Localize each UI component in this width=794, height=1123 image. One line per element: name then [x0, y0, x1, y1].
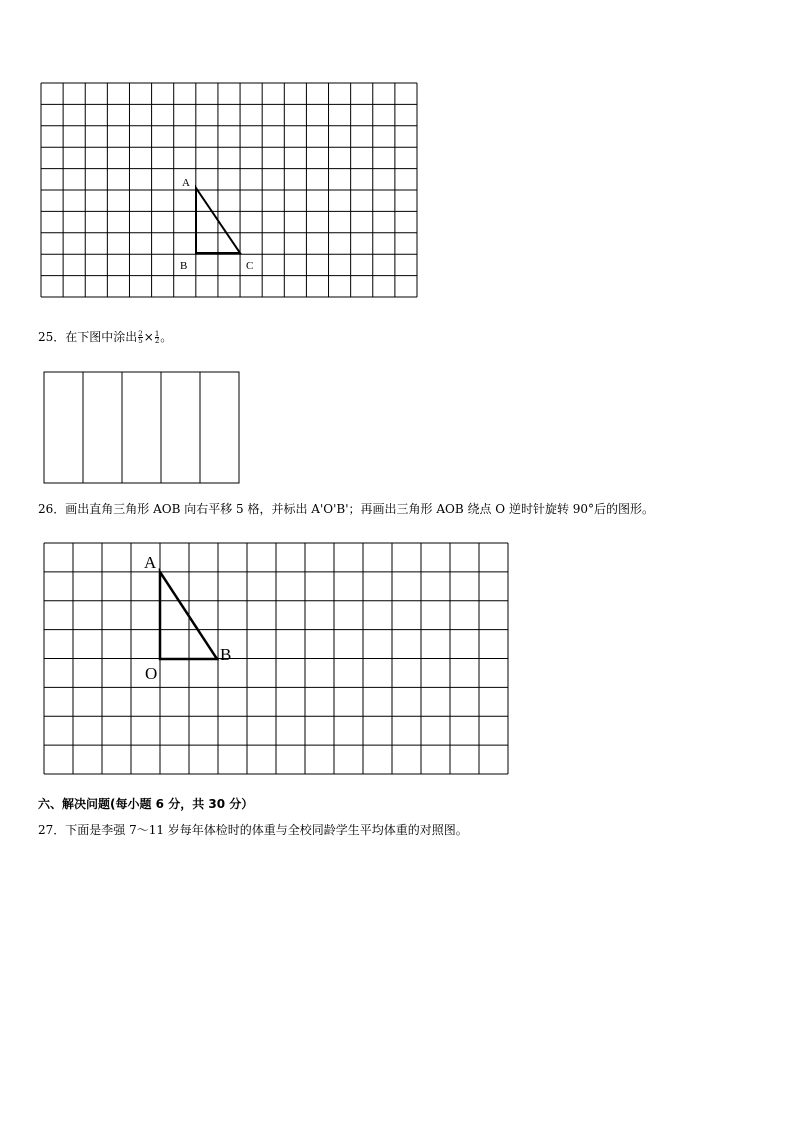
label-o: O — [145, 664, 158, 683]
question-26: 26．画出直角三角形 AOB 向右平移 5 格，并标出 A'O'B'；再画出三角形 AOB 绕点 O 逆时针旋转 90°后的图形。 — [38, 502, 655, 516]
fraction-1-denominator: 5 — [138, 337, 143, 345]
label-a: A — [144, 553, 157, 572]
question-25-prefix: 25．在下图中涂出 — [38, 330, 138, 344]
fraction-2-denominator: 2 — [154, 337, 160, 345]
fraction-1-numerator: 2 — [138, 330, 143, 338]
question-25-suffix: 。 — [160, 330, 173, 344]
label-a: A — [182, 177, 190, 189]
question-25 — [38, 328, 172, 345]
section-title: 六、解决问题(每小题 6 分，共 30 分） — [38, 797, 254, 811]
fraction-two-fifths — [138, 331, 142, 344]
grid-1 — [0, 0, 794, 310]
label-b: B — [220, 645, 232, 664]
label-b: B — [180, 260, 188, 272]
rectangle-five-parts[interactable] — [0, 360, 794, 490]
times-sign: × — [143, 330, 154, 344]
question-27: 27．下面是李强 7～11 岁每年体检时的体重与全校同龄学生平均体重的对照图。 — [38, 823, 468, 837]
fraction-2-numerator: 1 — [154, 330, 160, 338]
label-c: C — [246, 260, 254, 272]
grid-2 — [0, 530, 794, 790]
fraction-one-half — [155, 331, 159, 344]
